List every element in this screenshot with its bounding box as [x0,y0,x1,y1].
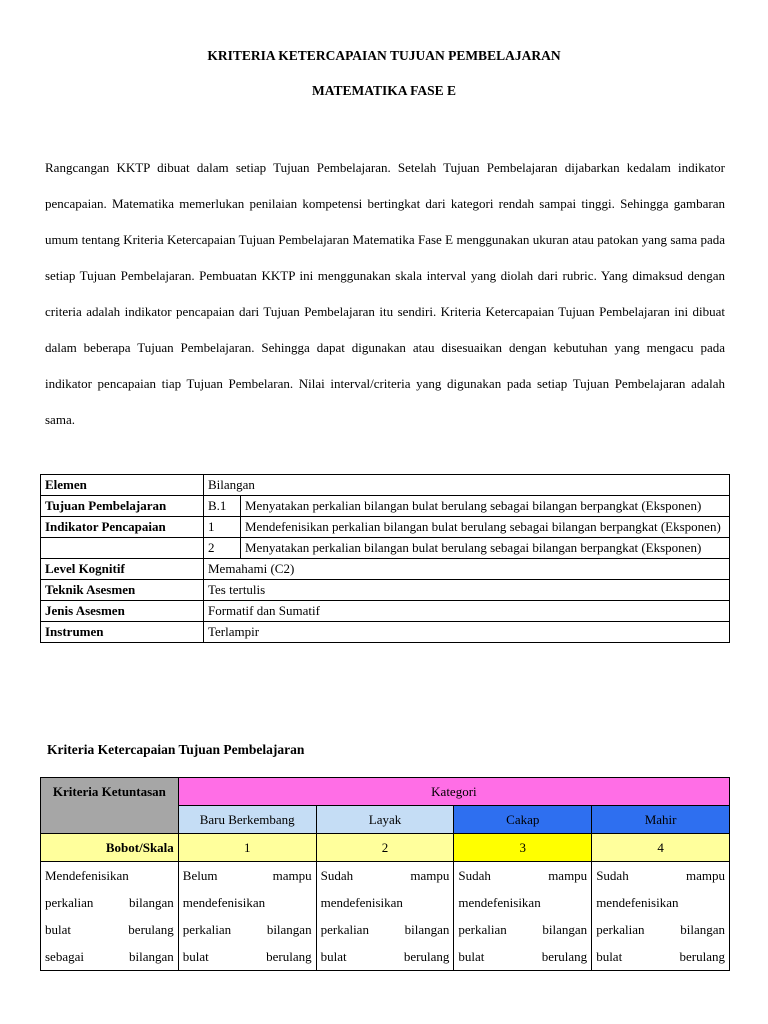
teknik-value: Tes tertulis [204,580,730,601]
cell-line: Belum mampu [182,868,312,883]
category-layak: Layak [316,806,454,834]
cell-line: bulat berulang [182,949,312,964]
score-3: 3 [454,834,592,862]
criteria-table [40,777,730,971]
table-row [41,538,730,559]
indikator-label: Indikator Pencapaian [41,517,204,538]
instrumen-value: Terlampir [204,622,730,643]
table-row [41,862,730,971]
tujuan-description: Menyatakan perkalian bilangan bulat berulang sebagai bilangan berpangkat (Eksponen) [241,496,730,517]
cell-line: mendefenisikan [320,895,403,910]
cell-line: perkalian bilangan [596,922,725,937]
cell-line: mendefenisikan [458,895,541,910]
cell-line: Sudah mampu [458,868,588,883]
category-cakap: Cakap [454,806,592,834]
cell-line: mendefenisikan [182,895,266,910]
table-row [41,601,730,622]
info-table [40,474,730,643]
table-row [41,834,730,862]
level-label: Level Kognitif [41,559,204,580]
table-row [41,475,730,496]
category-mahir: Mahir [592,806,730,834]
cell-line: bulat berulang [596,949,725,964]
jenis-label: Jenis Asesmen [41,601,204,622]
criterion-line: bulat berulang [45,922,174,937]
indikator-1-number: 1 [204,517,241,538]
indikator-1-description: Mendefenisikan perkalian bilangan bulat berulang sebagai bilangan berpangkat (Eksponen) [241,517,730,538]
score-1: 1 [178,834,316,862]
table-row [41,622,730,643]
layak-cell [316,862,454,971]
baru-berkembang-cell [178,862,316,971]
table-row [41,778,730,806]
cakap-cell [454,862,592,971]
table-row [41,559,730,580]
intro-paragraph: Rangcangan KKTP dibuat dalam setiap Tujuan Pembelajaran. Setelah Tujuan Pembelajaran dijabarkan kedalam indikator pencapaian. Matematika memerlukan penilaian kompetensi bertingkat dari kategori rendah sampai tinggi. Sehingga gambaran umum tentang Kriteria Ketercapaian Tujuan Pembelajaran Matematika Fase E menggunakan ukuran atau patokan yang sama pada setiap Tujuan Pembelajaran. Pembuatan KKTP ini menggunakan skala interval yang diolah dari rubric. Yang dimaksud dengan criteria adalah indikator pencapaian dari Tujuan Pembelajaran itu sendiri. Kriteria Ketercapaian Tujuan Pembelajaran ini dibuat dalam beberapa Tujuan Pembelajaran. Sehingga dapat digunakan atau disesuaikan dengan kebutuhan yang mengacu pada indikator pencapaian tiap Tujuan Pembelaran. Nilai interval/criteria yang digunakan pada setiap Tujuan Pembelajaran adalah sama. [45,160,725,427]
bobot-label: Bobot/Skala [41,834,179,862]
table-row [41,580,730,601]
level-value: Memahami (C2) [204,559,730,580]
score-2: 2 [316,834,454,862]
criterion-line: sebagai bilangan [45,949,174,964]
tujuan-number: B.1 [204,496,241,517]
criterion-line: perkalian bilangan [45,895,174,910]
empty-label-cell [41,538,204,559]
cell-line: perkalian bilangan [182,922,312,937]
cell-line: mendefenisikan [596,895,679,910]
table-row [41,517,730,538]
cell-line: Sudah mampu [596,868,725,883]
category-baru-berkembang: Baru Berkembang [178,806,316,834]
criteria-section-title: Kriteria Ketercapaian Tujuan Pembelajaran [47,742,305,757]
cell-line: Sudah mampu [320,868,450,883]
tujuan-label: Tujuan Pembelajaran [41,496,204,517]
instrumen-label: Instrumen [41,622,204,643]
indikator-2-description: Menyatakan perkalian bilangan bulat berulang sebagai bilangan berpangkat (Eksponen) [241,538,730,559]
cell-line: bulat berulang [320,949,450,964]
elemen-label: Elemen [41,475,204,496]
score-4: 4 [592,834,730,862]
table-row [41,496,730,517]
teknik-label: Teknik Asesmen [41,580,204,601]
mahir-cell [592,862,730,971]
criterion-line: Mendefenisikan [45,868,129,883]
elemen-value: Bilangan [204,475,730,496]
criterion-cell [41,862,179,971]
indikator-2-number: 2 [204,538,241,559]
cell-line: perkalian bilangan [458,922,588,937]
cell-line: perkalian bilangan [320,922,450,937]
jenis-value: Formatif dan Sumatif [204,601,730,622]
document-subtitle: MATEMATIKA FASE E [311,83,456,98]
kategori-header: Kategori [178,778,729,806]
document-title: KRITERIA KETERCAPAIAN TUJUAN PEMBELAJARAN [207,48,561,63]
cell-line: bulat berulang [458,949,588,964]
kriteria-header: Kriteria Ketuntasan [41,778,179,834]
